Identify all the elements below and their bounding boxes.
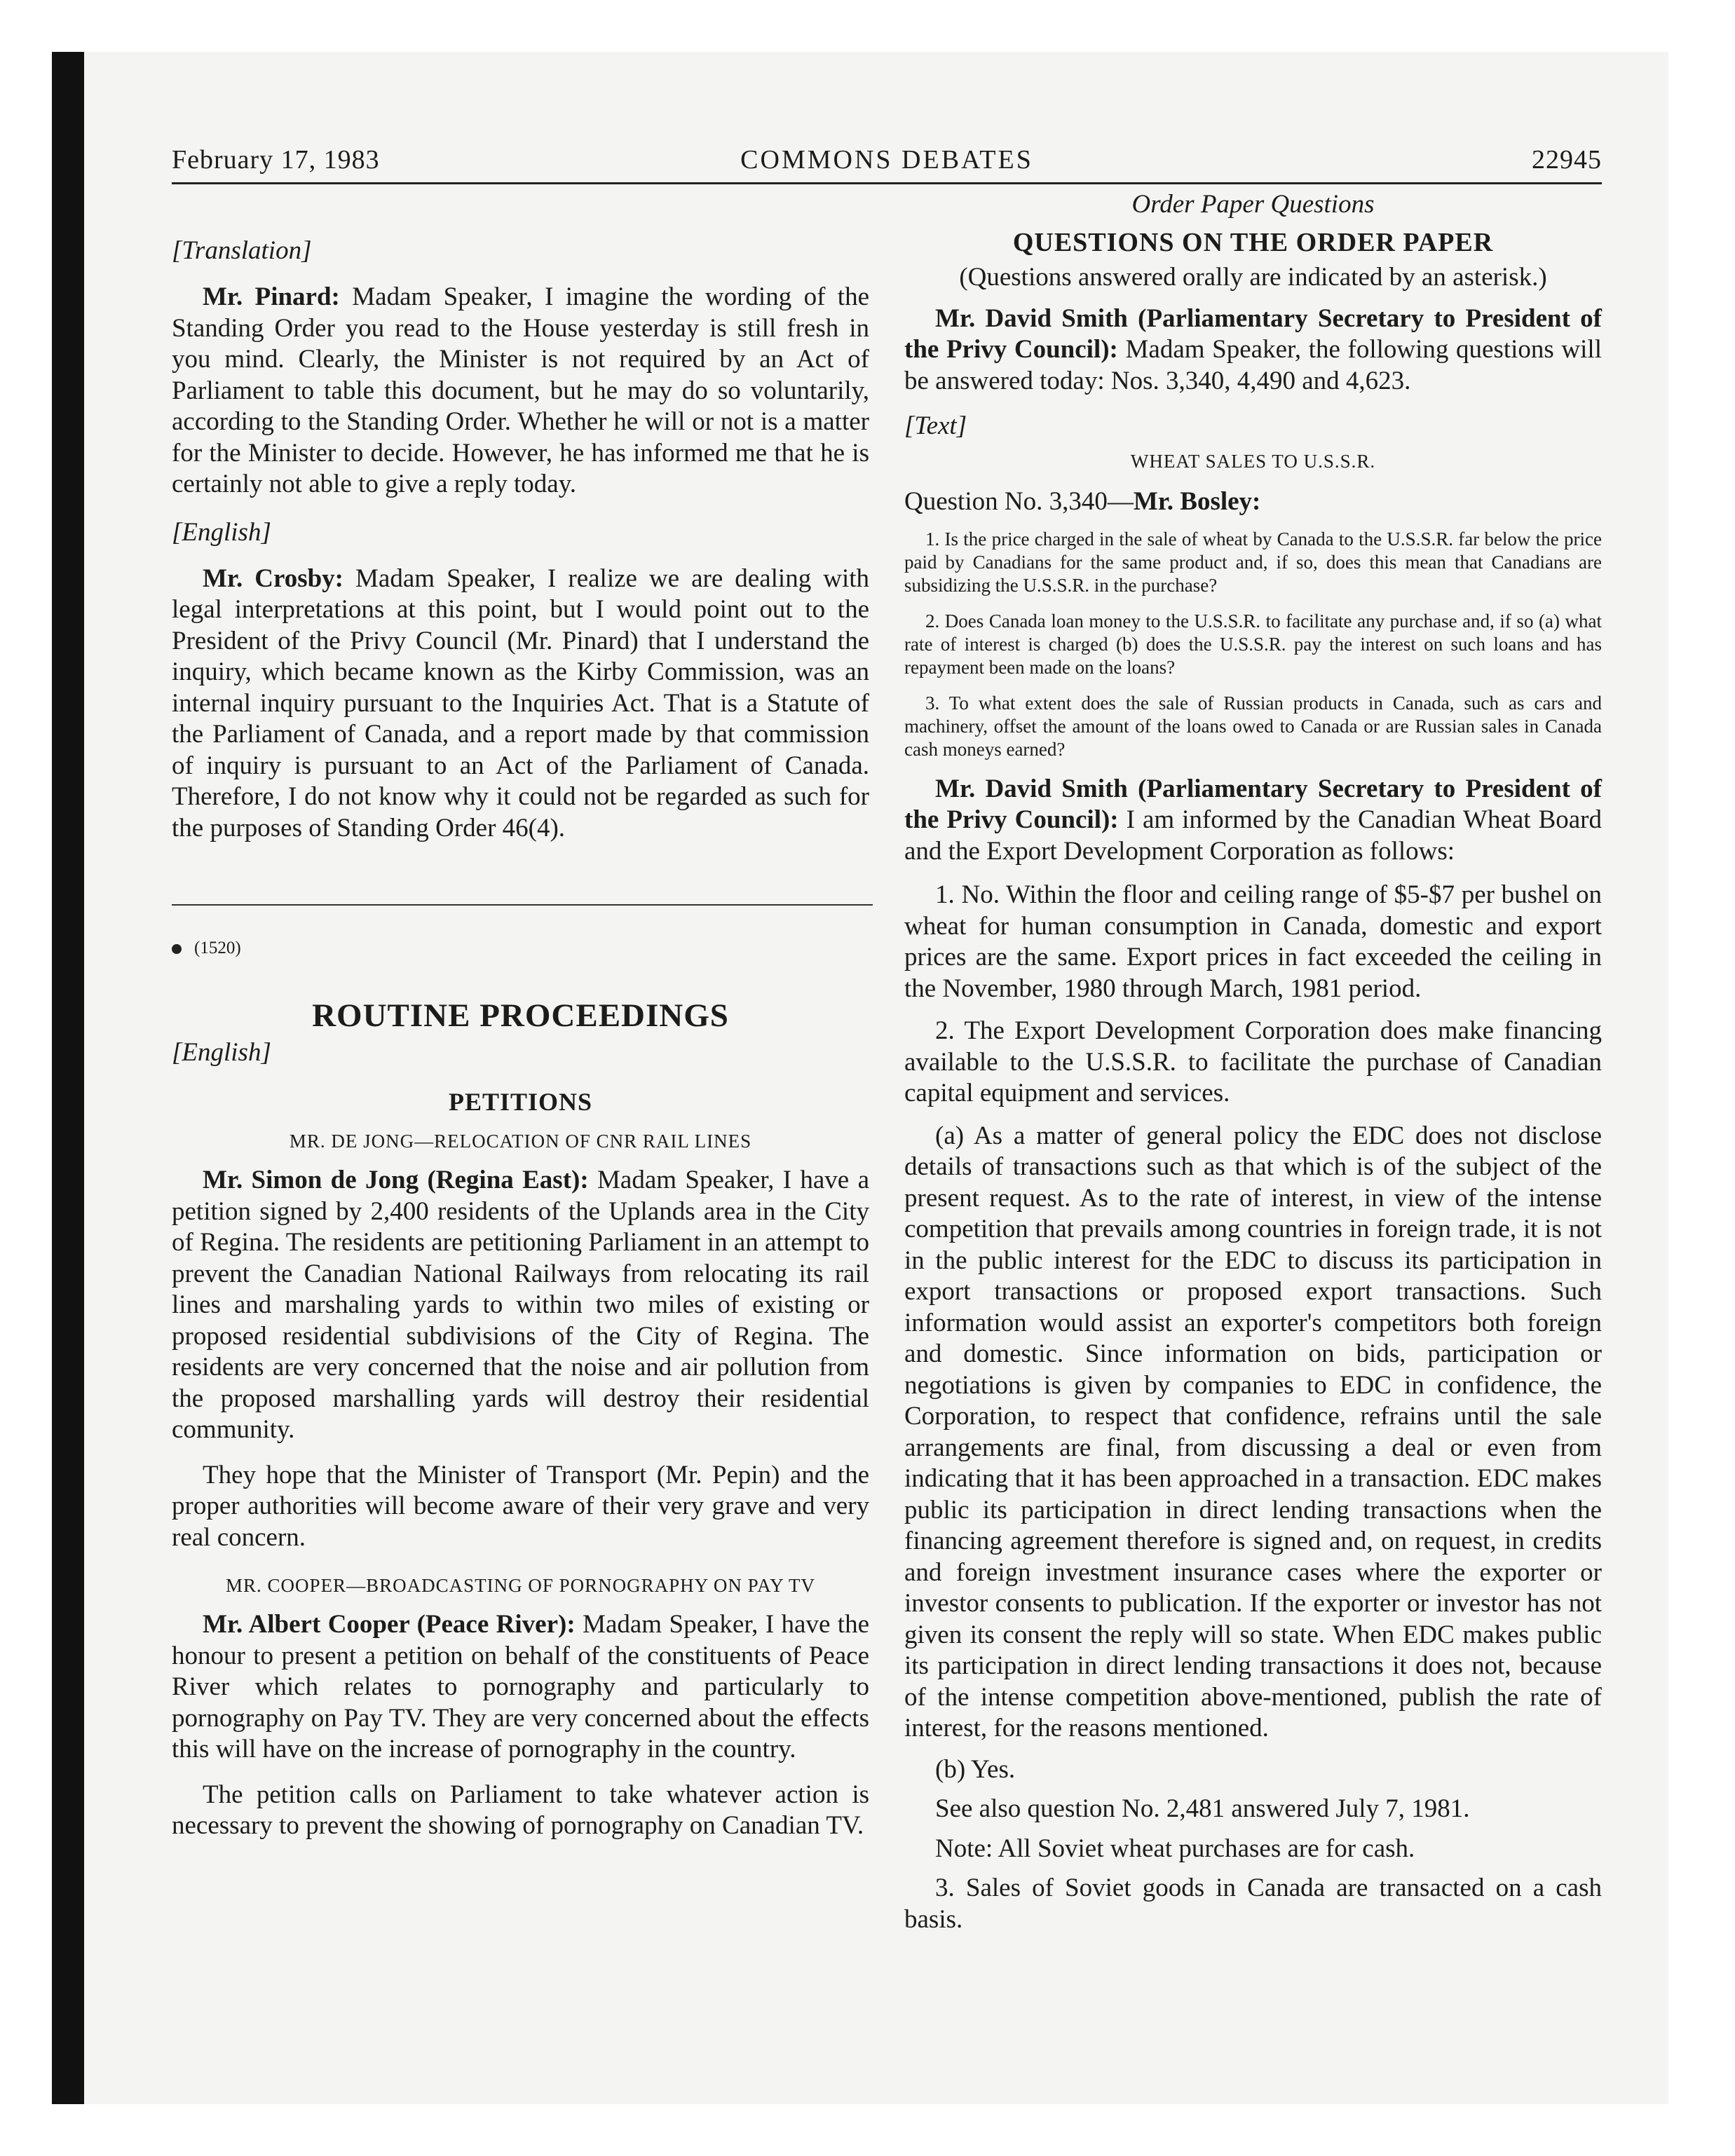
header-date: February 17, 1983 [172,145,380,175]
cooper-paragraph-2: The petition calls on Parliament to take whatever action is necessary to prevent the showing of pornography on Canadian TV. [172,1780,869,1840]
answer-1: 1. No. Within the floor and ceiling range of $5-$7 per bushel on wheat for human consumption in Canada, domestic and export prices are the same. Export prices in fact exceeded the ceiling in the November, 1980 through March, 1981 period. [904,880,1602,1003]
smith-paragraph-1 [904,303,1602,397]
header-page-number: 22945 [1532,145,1602,175]
wheat-sales-heading: WHEAT SALES TO U.S.S.R. [1130,451,1376,472]
petition-heading-cooper: MR. COOPER—BROADCASTING OF PORNOGRAPHY ON PAY TV [226,1575,815,1596]
english-tag: [English] [172,517,271,547]
speaker-name: Mr. Albert Cooper (Peace River): [203,1610,576,1639]
answer-2: 2. The Export Development Corporation does make financing available to the U.S.S.R. to facilitate the purchase of Canadian capital equipment and services. [904,1016,1602,1107]
header-title: COMMONS DEBATES [740,145,1033,175]
speech-text: Madam Speaker, I imagine the wording of the Standing Order you read to the House yesterday is still fresh in you mind. Clearly, the Minister is not required by an Act of Parliament to table this document, but he may do so voluntarily, according to the Standing Order. Whether he will or not is a matter for the Minister to decide. However, he has informed me that he is certainly not able to give a reply today. [172,282,869,498]
question-item-3: 3. To what extent does the sale of Russian products in Canada, such as cars and machinery, offset the amount of the loans owed to Canada or are Russian sales in Canada cash moneys earned? [904,692,1602,760]
order-paper-label: Order Paper Questions [1131,190,1375,219]
speech-text: I am informed by the Canadian Wheat Board and the Export Development Corporation as follows: [904,805,1602,866]
speech-text: Madam Speaker, I have a petition signed by 2,400 residents of the Uplands area in the City of Regina. The residents are petitioning Parliament in an attempt to prevent the Canadian National Railways from relocating its rail lines and marshaling yards to within two miles of existing or proposed residential subdivisions of the City of Regina. The residents are very concerned that the noise and air pollution from the proposed marshalling yards will destroy their residential community. [172,1166,869,1444]
running-head [172,140,1602,184]
text-tag: [Text] [904,411,967,440]
cooper-paragraph [172,1609,869,1766]
petitions-heading: PETITIONS [448,1088,593,1116]
question-number: Question No. 3,340— [904,487,1134,516]
speech-text: Madam Speaker, I realize we are dealing with legal interpretations at this point, but I would point out to the President of the Privy Council (Mr. Pinard) that I understand the inquiry, which became known as the Kirby Commission, was an internal inquiry pursuant to the Inquiries Act. That is a Statute of the Parliament of Canada, and a report made by that commission of inquiry is pursuant to an Act of the Parliament of Canada. Therefore, I do not know why it could not be regarded as such for the purposes of Standing Order 46(4). [172,564,870,842]
left-column [172,189,869,1842]
speaker-name: Mr. David Smith (Parliamentary Secretary to President of the Privy Council): [904,774,1602,834]
time-marker-text: (1520) [194,939,241,957]
questions-heading: QUESTIONS ON THE ORDER PAPER [1012,228,1494,257]
speaker-name: Mr. David Smith (Parliamentary Secretary to President of the Privy Council): [904,303,1602,364]
routine-proceedings-heading: ROUTINE PROCEEDINGS [312,997,729,1034]
asterisk-note: (Questions answered orally are indicated by an asterisk.) [959,263,1547,292]
speaker-name: Mr. Crosby: [203,564,343,593]
dejong-paragraph-2: They hope that the Minister of Transport (Mr. Pepin) and the proper authorities will become aware of their very grave and very real concern. [172,1460,869,1552]
cash-note: Note: All Soviet wheat purchases are for cash. [935,1834,1415,1863]
english-tag: [English] [172,1038,271,1067]
scan-edge-bar [52,52,84,2104]
question-asker: Mr. Bosley: [1133,487,1261,516]
bullet-icon [172,944,182,954]
time-marker [172,938,869,959]
question-label [904,486,1602,518]
see-also-note: See also question No. 2,481 answered July 7, 1981. [935,1794,1470,1823]
question-item-1: 1. Is the price charged in the sale of wheat by Canada to the U.S.S.R. far below the price paid by Canadians for the same product and, if so, does this mean that Canadians are subsidizing the U.S.S.R. in the purchase? [904,528,1602,596]
dejong-paragraph [172,1165,869,1446]
translation-tag: [Translation] [172,236,312,265]
speaker-name: Mr. Simon de Jong (Regina East): [203,1166,589,1194]
speaker-name: Mr. Pinard: [203,282,340,311]
answer-2a: (a) As a matter of general policy the EDC does not disclose details of transactions such as that which is of the subject of the present request. As to the rate of interest, in view of the intense competition that prevails among countries in foreign trade, it is not in the public interest for the EDC to discuss its participation in export transactions or proposed export transactions. Such information would assist an exporter's competitors both foreign and domestic. Since information on bids, participation or negotiations is given by companies to EDC in confidence, the Corporation, to respect that confidence, refrains until the sale arrangements are final, from discussing a deal or even from indicating that it has been approached in a transaction. EDC makes public its participation in direct lending transactions when the financing agreement therefore is signed and, on request, in credits and foreign investment insurance cases where the exporter or investor consents to publication. If the exporter or investor has not given its consent the reply will so state. When EDC makes public its participation in direct lending transactions it does not, because of the intense competition above-mentioned, publish the rate of interest, for the reasons mentioned. [904,1121,1602,1742]
pinard-paragraph [172,282,869,500]
answer-2b: (b) Yes. [935,1754,1016,1784]
smith-paragraph-2 [904,774,1602,868]
speech-text: Madam Speaker, I have the honour to present a petition on behalf of the constituents of Peace River which relates to pornography and particularly to pornography on Pay TV. They are very concerned about the effects this will have on the increase of pornography in the country. [172,1610,869,1763]
right-column [904,189,1602,1935]
question-item-2: 2. Does Canada loan money to the U.S.S.R. to facilitate any purchase and, if so (a) what rate of interest is charged (b) does the U.S.S.R. pay the interest on such loans and has repayment been made on the loans? [904,610,1602,678]
speech-text: Madam Speaker, the following questions will be answered today: Nos. 3,340, 4,490 and 4,623. [904,335,1602,395]
crosby-paragraph [172,564,869,845]
answer-3: 3. Sales of Soviet goods in Canada are transacted on a cash basis. [904,1874,1602,1934]
petition-heading-dejong: MR. DE JONG—RELOCATION OF CNR RAIL LINES [289,1131,752,1152]
